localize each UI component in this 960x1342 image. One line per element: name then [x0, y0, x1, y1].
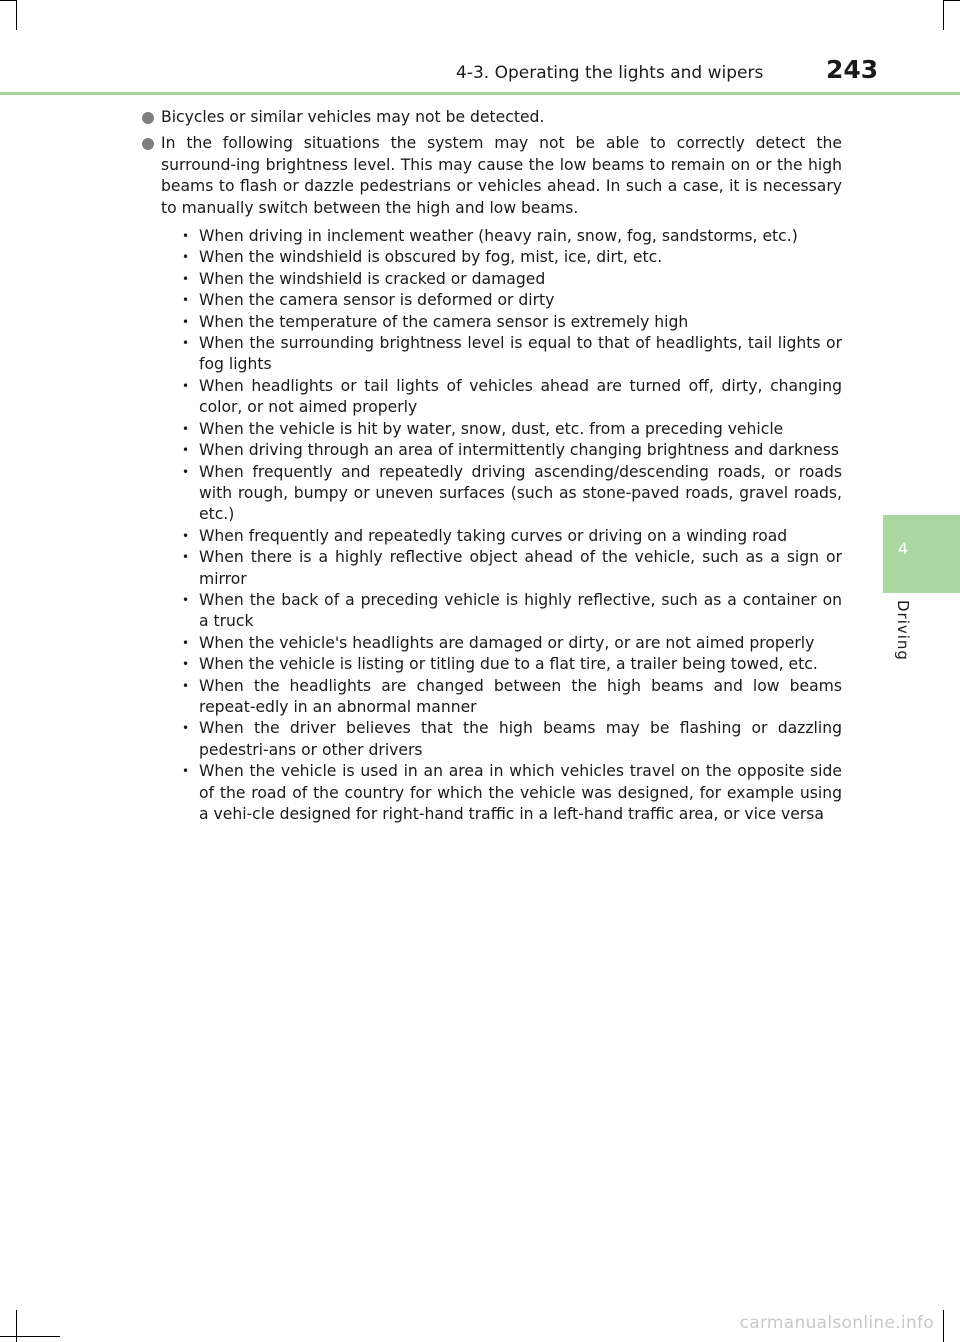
list-item-text: When the camera sensor is deformed or dirty: [199, 291, 555, 310]
dot-bullet-icon: •: [182, 721, 190, 736]
list-item-text: When there is a highly reflective object ahead of the vehicle, such as a sign or mirror: [199, 548, 842, 588]
list-item-text: When the vehicle is listing or titling due to a flat tire, a trailer being towed, etc.: [199, 655, 818, 674]
list-item: [182, 462, 842, 526]
list-item-text: When headlights or tail lights of vehicles ahead are turned off, dirty, changing color, or not aimed properly: [199, 376, 842, 417]
page-number: 243: [826, 55, 879, 84]
list-item-text: When the driver believes that the high beams may be flashing or dazzling pedestri-ans or other drivers: [199, 719, 842, 759]
dot-bullet-icon: •: [182, 528, 190, 543]
lead-item-text: In the following situations the system may not be able to correctly detect the surround-ing brightness level. This may cause the low beams to remain on or the high beams to flash or dazzle pedestrians or vehicles ahead. In such a case, it is necessary to manually switch between the high and low beams.: [161, 134, 842, 217]
list-item: [182, 226, 842, 247]
section-title: 4-3. Operating the lights and wipers: [456, 63, 764, 83]
dot-bullet-icon: •: [182, 229, 190, 244]
list-item: [182, 269, 842, 290]
list-item-text: When frequently and repeatedly driving ascending/descending roads, or roads with rough, bumpy or uneven surfaces (such as stone-paved roads, gravel roads, etc.): [199, 462, 842, 524]
list-item-text: When driving in inclement weather (heavy rain, snow, fog, sandstorms, etc.): [199, 227, 798, 246]
list-item: [182, 676, 842, 719]
crop-mark: [943, 0, 944, 30]
dot-bullet-icon: •: [182, 314, 190, 329]
dot-bullet-icon: •: [182, 336, 190, 351]
dot-bullet-icon: •: [182, 635, 190, 650]
crop-mark: [16, 1310, 17, 1342]
lead-item: [142, 133, 842, 825]
crop-mark: [943, 1310, 944, 1342]
chapter-tab: [883, 515, 960, 593]
dot-bullet-icon: •: [182, 293, 190, 308]
dot-bullet-icon: •: [182, 657, 190, 672]
list-item: [182, 590, 842, 633]
dot-bullet-icon: •: [182, 764, 190, 779]
crop-mark: [944, 0, 960, 1]
list-item-text: When the temperature of the camera sensor is extremely high: [199, 312, 689, 331]
list-item-text: When the windshield is cracked or damaged: [199, 269, 546, 288]
list-item: [182, 761, 842, 825]
dot-bullet-icon: •: [182, 378, 190, 393]
circle-bullet-icon: [142, 112, 154, 124]
list-item-text: When the back of a preceding vehicle is highly reflective, such as a container on a truck: [199, 590, 842, 631]
list-item: [182, 718, 842, 761]
dot-bullet-icon: •: [182, 421, 190, 436]
main-content: [142, 107, 842, 830]
crop-mark: [0, 1336, 60, 1337]
list-item: [182, 654, 842, 675]
list-item-text: When the vehicle is hit by water, snow, dust, etc. from a preceding vehicle: [199, 419, 784, 438]
list-item: [182, 247, 842, 268]
circle-bullet-icon: [142, 138, 154, 150]
dot-bullet-icon: •: [182, 464, 190, 479]
chapter-label: Driving: [894, 600, 912, 661]
list-item-text: When the vehicle's headlights are damaged or dirty, or are not aimed properly: [199, 633, 815, 652]
dot-bullet-icon: •: [182, 550, 190, 565]
dot-bullet-icon: •: [182, 678, 190, 693]
dot-bullet-icon: •: [182, 592, 190, 607]
lead-item: [142, 107, 842, 128]
dot-bullet-icon: •: [182, 443, 190, 458]
watermark: carmanualsonline.info: [739, 1313, 934, 1333]
list-item: [182, 290, 842, 311]
list-item-text: When the windshield is obscured by fog, mist, ice, dirt, etc.: [199, 248, 663, 267]
list-item: [182, 312, 842, 333]
list-item-text: When the vehicle is used in an area in which vehicles travel on the opposite side of the road of the country for which the vehicle was designed, for example using a vehi-cle designed for right-hand traffic in a left-hand traffic area, or vice versa: [199, 762, 842, 823]
list-item-text: When the surrounding brightness level is equal to that of headlights, tail lights or fog lights: [199, 334, 842, 374]
list-item-text: When frequently and repeatedly taking curves or driving on a winding road: [199, 526, 788, 545]
list-item-text: When driving through an area of intermittently changing brightness and darkness: [199, 441, 839, 460]
crop-mark: [16, 0, 17, 30]
chapter-number: 4: [897, 539, 909, 558]
dot-bullet-icon: •: [182, 271, 190, 286]
dot-bullet-icon: •: [182, 250, 190, 265]
list-item: [182, 526, 842, 547]
list-item: [182, 376, 842, 419]
list-item: [182, 633, 842, 654]
list-item: [182, 419, 842, 440]
list-item: [182, 440, 842, 461]
list-item: [182, 333, 842, 376]
situation-list: [161, 226, 842, 825]
list-item-text: When the headlights are changed between the high beams and low beams repeat-edly in an abnormal manner: [199, 676, 842, 716]
header-rule: [0, 92, 960, 95]
list-item: [182, 547, 842, 590]
crop-mark: [0, 0, 16, 1]
lead-item-text: Bicycles or similar vehicles may not be detected.: [161, 108, 545, 126]
